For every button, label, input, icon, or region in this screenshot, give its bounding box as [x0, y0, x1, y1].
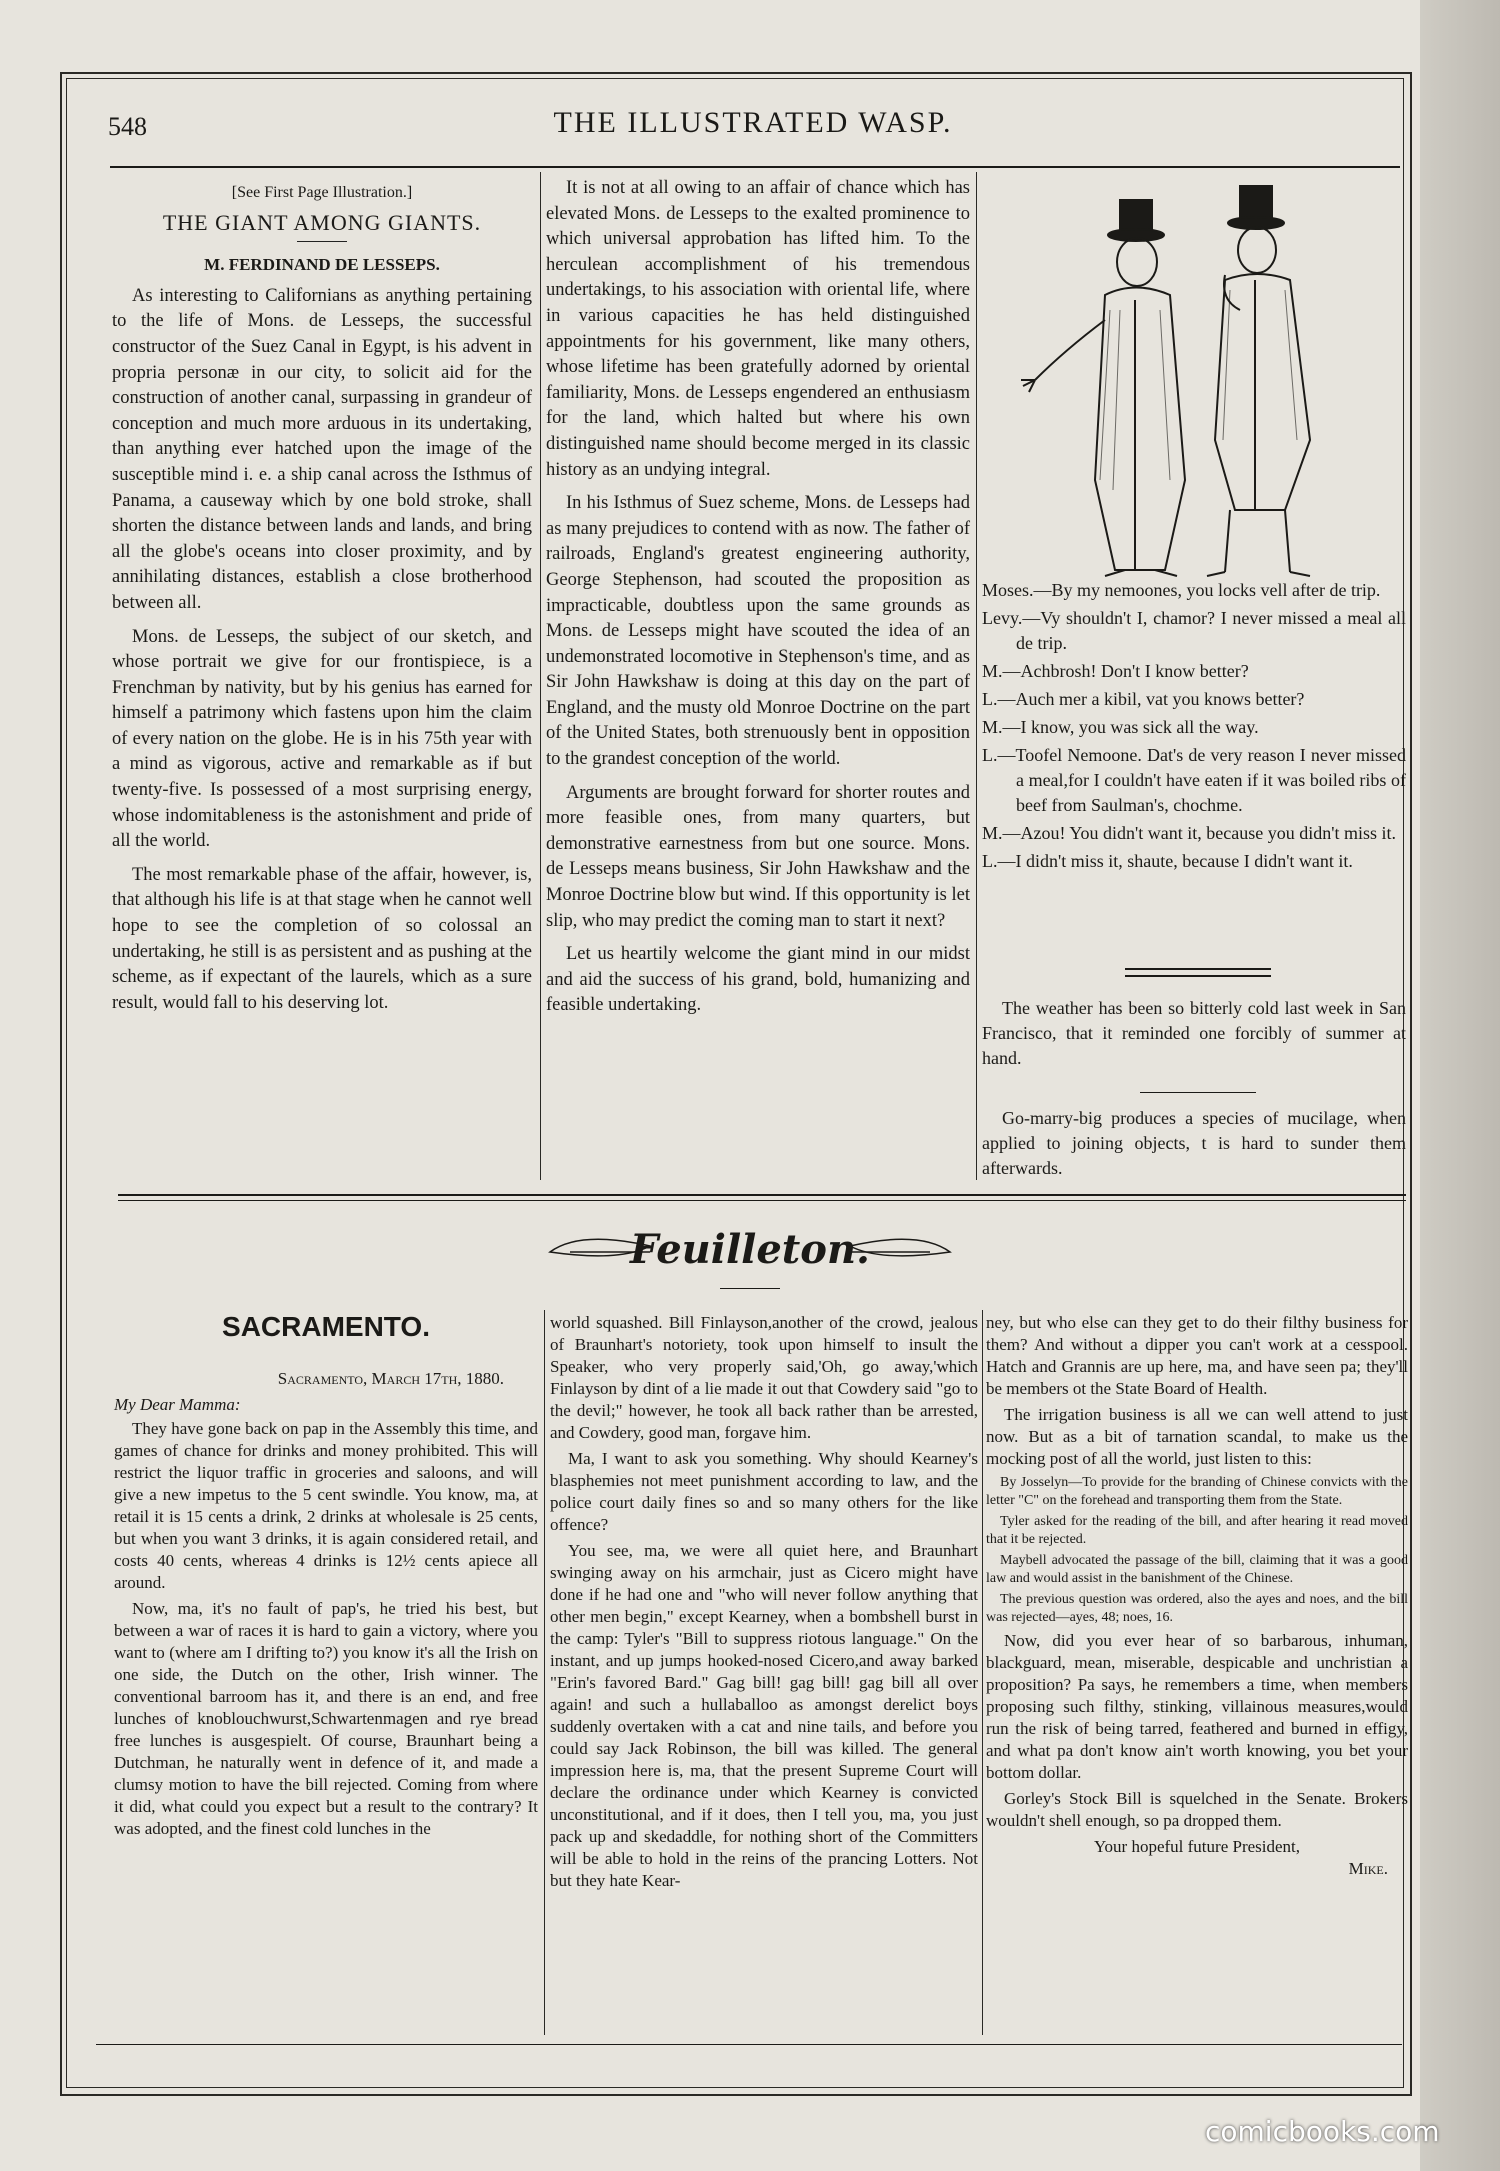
weather-paragraph: The weather has been so bitterly cold last week in San Francisco, that it reminded one forcibly of summer at hand. — [982, 998, 1406, 1068]
masthead-title: THE ILLUSTRATED WASP. — [553, 106, 953, 139]
cartoon-illustration — [985, 180, 1405, 580]
column-rule — [544, 1310, 545, 2035]
article-column-2 — [546, 176, 970, 1027]
feuilleton-banner — [540, 1222, 960, 1282]
letter-paragraph: The irrigation business is all we can well attend to just now. But as a bit of tarnation scandal, to make us the mocking post of all the world, just listen to this: — [986, 1405, 1408, 1468]
title-divider — [297, 241, 347, 242]
dialogue-line: L.—Auch mer a kibil, vat you knows better? — [982, 689, 1305, 709]
letter-paragraph: Now, ma, it's no fault of pap's, he tried his best, but between a war of races it is hard to gain a victory, where you want to (where am I drifting to?) you know it's all the Irish on one side, the Dutch on the other, Irish winner. The conventional barroom has it, and there is an end, and free lunches of knoblouchwurst,Schwartenmagen and rye bread free lunches is ausgespielt. Of course, Braunhart being a Dutchman, he naturally went in defence of it, and made a clumsy motion to have the bill rejected. Coming from where it did, what could you expect but a result to the contrary? It was adopted, and the finest cold lunches in the — [114, 1599, 538, 1838]
dialogue-line: L.—Toofel Nemoone. Dat's de very reason I never missed a meal,for I couldn't have eaten if it was boiled ribs of beef from Saulman's, chochme. — [982, 745, 1406, 815]
dialogue-line: Moses.—By my nemoones, you locks vell after de trip. — [982, 580, 1381, 600]
dialogue-line: M.—Achbrosh! Don't I know better? — [982, 661, 1249, 681]
letter-paragraph: They have gone back on pap in the Assembly this time, and games of chance for drinks and money prohibited. This will restrict the liquor traffic in groceries and saloons, and will give a new impetus to the 5 cent swindle. You know, ma, at retail it is 15 cents a drink, 2 drinks at wholesale is 25 cents, but when you want 3 drinks, it is again considered retail, and costs 40 cents, whereas 4 drinks is 12½ cents apiece all around. — [114, 1419, 538, 1592]
double-rule — [1125, 968, 1271, 970]
article-subtitle: M. FERDINAND DE LESSEPS. — [204, 255, 440, 275]
signature: Mike. — [1348, 1859, 1388, 1878]
page-header — [108, 104, 1398, 144]
article-title: THE GIANT AMONG GIANTS. — [162, 209, 482, 235]
article-paragraph: It is not at all owing to an affair of chance which has elevated Mons. de Lesseps to the exalted prominence to which universal approbation has lifted him. To the herculean accomplishment of his tremendous undertakings, to his association with oriental life, where in various capacities he has held distinguished appointments for his government, like many others, whose lifetime has been gratefully adorned by oriental familiarity, Mons. de Lesseps engendered an enthusiasm for the land, which halted but where his own distinguished name should become merged in its classic history as an undying integral. — [546, 178, 970, 480]
letter-paragraph: world squashed. Bill Finlayson,another of the crowd, jealous of Braunhart's notoriety, took upon himself to insult the Speaker, who very properly said,'Oh, go away,'which Finlayson by dint of a lie made it out that Cowdery said "go to the devil;" however, he took all back rather than be arrested, and Cowdery, good man, forgave him. — [550, 1313, 978, 1442]
letter-paragraph: Ma, I want to ask you something. Why should Kearney's blasphemies not meet punishment according to law, and the police court daily fines so and so many others for the like offence? — [550, 1449, 978, 1534]
adjacent-page-edge — [1420, 0, 1500, 2171]
article-paragraph: Let us heartily welcome the giant mind in our midst and aid the success of his grand, bold, humanizing and feasible undertaking. — [546, 944, 970, 1016]
bottom-rule — [96, 2044, 1402, 2045]
section-rule — [118, 1200, 1406, 1201]
letter-title: SACRAMENTO. — [222, 1311, 430, 1342]
feuilleton-heading: Feuilleton. — [630, 1226, 870, 1273]
banner-rule — [720, 1288, 780, 1289]
article-paragraph: Arguments are brought forward for shorter routes and more feasible ones, from many quarters, but demonstrative earnestness from but one source. Mons. de Lesseps means business, Sir John Hawkshaw and the Monroe Doctrine blow but wind. If this opportunity is let slip, who may predict the coming man to start it next? — [546, 782, 970, 931]
header-rule — [110, 166, 1400, 168]
letter-column-3 — [986, 1312, 1408, 1880]
dialogue-column — [982, 578, 1406, 877]
closing: Your hopeful future President, — [1093, 1837, 1301, 1856]
article-paragraph: Mons. de Lesseps, the subject of our sketch, and whose portrait we give for our frontispiece, is a Frenchman by nativity, but by his genius has earned for himself a patrimony which fastens upon him the claim of every nation on the globe. He is in his 75th year with a mind as vigorous, active and remarkable as if but twenty-five. Is possessed of a most surprising energy, whose indomitableness is the astonishment and pride of all the world. — [112, 626, 532, 852]
letter-paragraph: Now, did you ever hear of so barbarous, inhuman, blackguard, mean, miserable, despicable and unchristian a proposition? Pa says, he remembers a time, when members proposing such filthy, stinking, villainous measures,would run the risk of being tarred, feathered and burned in effigy, and what pa don't know ain't worth knowing, you bet your bottom dollar. — [986, 1631, 1408, 1782]
dialogue-line: M.—I know, you was sick all the way. — [982, 717, 1259, 737]
salutation: My Dear Mamma: — [114, 1395, 241, 1414]
see-note: [See First Page Illustration.] — [231, 184, 413, 201]
weather-note — [982, 996, 1406, 1079]
watermark: comicbooks.com — [1205, 2115, 1440, 2148]
section-rule — [118, 1194, 1406, 1196]
ornament-rule — [1140, 1092, 1256, 1093]
column-rule — [976, 172, 977, 1180]
gomarry-paragraph: Go-marry-big produces a species of mucilage, when applied to joining objects, t is hard to sunder them afterwards. — [982, 1108, 1406, 1178]
article-paragraph: The most remarkable phase of the affair, however, is, that although his life is at that stage when he cannot well hope to see the completion of so colossal an undertaking, he still is as persistent and as pushing at the scheme, as if expectant of the laurels, which as a sure result, would fall to his deserving lot. — [112, 864, 532, 1013]
page-number: 548 — [108, 112, 147, 141]
column-rule — [540, 172, 541, 1180]
article-column-1 — [112, 180, 532, 1024]
double-rule — [1125, 975, 1271, 977]
dialogue-line: L.—I didn't miss it, shaute, because I didn't want it. — [982, 851, 1353, 871]
article-paragraph: As interesting to Californians as anything pertaining to the life of Mons. de Lesseps, the successful constructor of the Suez Canal in Egypt, is his advent in propria personæ in our city, to solicit aid for the construction of another canal, surpassing in grandeur of conception and much more arduous in its undertaking, than anything ever hatched upon the image of the susceptible mind i. e. a ship canal across the Isthmus of Panama, a causeway which by one bold stroke, shall shorten the distance between lands and lands, and bring all the globe's oceans into closer proximity, and by annihilating distances, establish a close brotherhood between all. — [112, 285, 532, 613]
letter-paragraph: Gorley's Stock Bill is squelched in the Senate. Brokers wouldn't shell enough, so pa dropped them. — [986, 1789, 1408, 1830]
gomarry-note — [982, 1106, 1406, 1189]
bill-note: Tyler asked for the reading of the bill, and after hearing it read moved that it be rejected. — [986, 1514, 1408, 1547]
dateline: Sacramento, March 17th, 1880. — [277, 1369, 504, 1388]
article-paragraph: In his Isthmus of Suez scheme, Mons. de Lesseps had as many prejudices to contend with as now. The father of railroads, England's greatest engineering authority, George Stephenson, had scouted the proposition as impracticable, doubtless upon the same grounds as Mons. de Lesseps might have scouted the idea of an undemonstrated locomotive in Stephenson's time, and as Sir John Hawkshaw is doing at this day on the part of England, and the musty old Monroe Doctrine on the part of the United States, both strenuously bent in opposition to the grandest conception of the world. — [546, 493, 970, 770]
bill-note: The previous question was ordered, also the ayes and noes, and the bill was rejected—ayes, 48; noes, 16. — [986, 1592, 1408, 1625]
bill-note: By Josselyn—To provide for the branding of Chinese convicts with the letter "C" on the forehead and transporting them from the State. — [986, 1475, 1408, 1508]
letter-column-2 — [550, 1312, 978, 1896]
letter-paragraph: ney, but who else can they get to do their filthy business for them? And without a dipper you can't work at a cesspool. Hatch and Grannis are up here, ma, and have seen pa; they'll be members ot the State Board of Health. — [986, 1313, 1408, 1398]
bill-note: Maybell advocated the passage of the bill, claiming that it was a good law and would assist in the banishment of the Chinese. — [986, 1553, 1408, 1586]
dialogue-line: Levy.—Vy shouldn't I, chamor? I never missed a meal all de trip. — [982, 608, 1406, 653]
letter-column-1 — [114, 1308, 538, 1844]
bill-notes — [986, 1474, 1408, 1627]
dialogue-line: M.—Azou! You didn't want it, because you didn't miss it. — [982, 823, 1396, 843]
letter-paragraph: You see, ma, we were all quiet here, and Braunhart swinging away on his armchair, just as Cicero might have done if he had one and "who will never follow anything that other men begin," except Kearney, when a bombshell burst in the camp: Tyler's "Bill to suppress riotous language." On the instant, and up jumps hooked-nosed Cicero,and away barked "Erin's favored Bard." Gag bill! gag bill! gag bill all over again! and such a hullaballoo as amongst derelict boys suddenly overtaken with a cat and nine tails, and before you could say Jack Robinson, the bill was killed. The general impression here is, ma, that the present Supreme Court will declare the ordinance under which Kearney is convicted unconstitutional, and if it does, then I tell you, ma, you just pack up and skedaddle, for nothing short of the Committers will be able to hold in the reins of the prancing Lotters. Not but they hate Kear- — [550, 1541, 978, 1890]
column-rule — [982, 1310, 983, 2035]
